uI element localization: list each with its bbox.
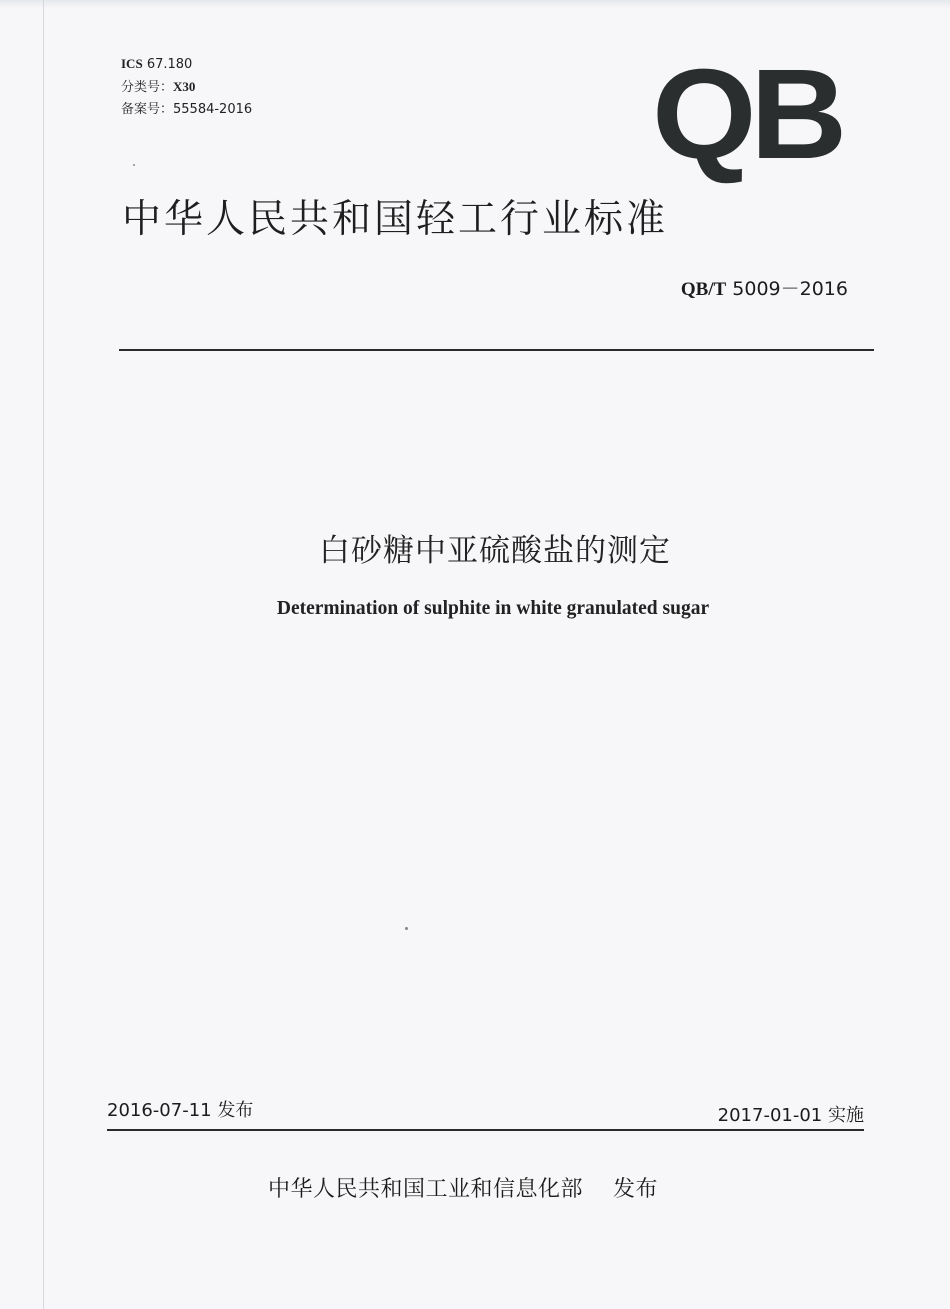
issuer-line (268, 1172, 658, 1203)
ics-label: ICS (121, 56, 143, 71)
org-title: 中华人民共和国轻工行业标准 (122, 197, 669, 242)
implementation-date: 2017-01-01 实施 (717, 1105, 864, 1126)
class-row (121, 76, 252, 99)
class-value: X30 (173, 79, 196, 94)
record-row (121, 99, 252, 121)
title-english: Determination of sulphite in white granulated sugar (276, 598, 710, 619)
top-divider (119, 349, 874, 351)
bottom-divider (107, 1129, 864, 1131)
issuer-action: 发布 (613, 1177, 659, 1202)
page-fold-line (43, 0, 44, 1309)
issuer-name: 中华人民共和国工业和信息化部 (268, 1177, 584, 1202)
issue-date: 2016-07-11 发布 (107, 1100, 254, 1121)
scan-speck (133, 164, 135, 166)
ics-row (121, 53, 252, 76)
standard-number-value: 5009－2016 (732, 278, 848, 300)
title-chinese: 白砂糖中亚硫酸盐的测定 (319, 533, 671, 569)
scan-top-edge (0, 0, 950, 8)
ics-value: 67.180 (146, 57, 193, 72)
class-label: 分类号： (121, 80, 174, 95)
record-value: 55584-2016 (173, 102, 253, 117)
record-label: 备案号： (121, 102, 174, 117)
standard-prefix: QB/T (680, 279, 727, 300)
standard-number (681, 274, 848, 301)
qb-logo: QB (652, 43, 841, 186)
scan-speck (405, 927, 408, 930)
classification-block (121, 53, 252, 121)
